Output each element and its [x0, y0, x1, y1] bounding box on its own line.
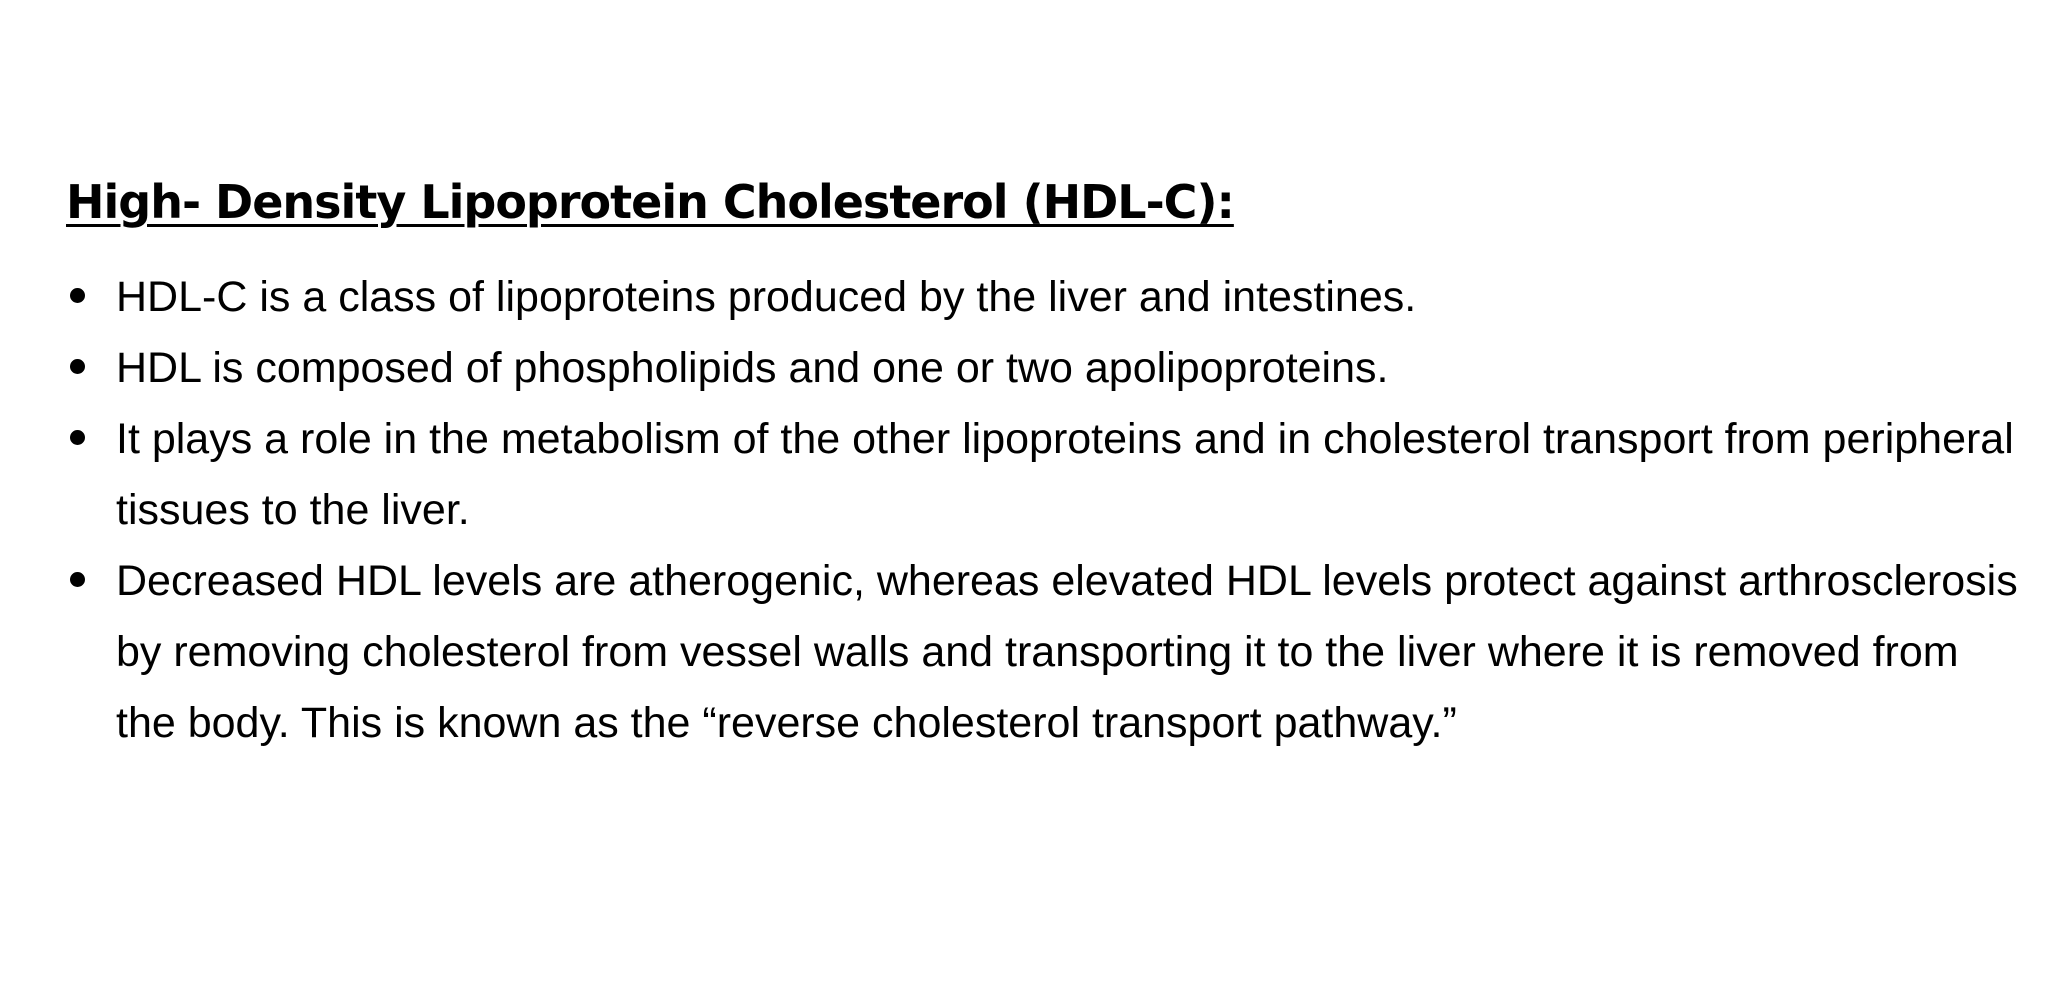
list-item — [66, 404, 2026, 546]
bullet-list — [66, 262, 2026, 759]
list-item — [66, 262, 2026, 333]
list-item — [66, 546, 2026, 759]
bullet-text: HDL-C is a class of lipoproteins produced by the liver and intestines. — [116, 273, 1417, 321]
section-heading: High- Density Lipoprotein Cholesterol (HDL-C): — [66, 175, 1234, 229]
bullet-dot-icon — [70, 430, 85, 445]
bullet-text: It plays a role in the metabolism of the other lipoproteins and in cholesterol transport from peripheral tissues to the liver. — [116, 415, 2014, 534]
bullet-dot-icon — [70, 572, 85, 587]
bullet-dot-icon — [70, 359, 85, 374]
list-item — [66, 333, 2026, 404]
bullet-text: HDL is composed of phospholipids and one or two apolipoproteins. — [116, 344, 1389, 392]
bullet-dot-icon — [70, 288, 85, 303]
bullet-text: Decreased HDL levels are atherogenic, whereas elevated HDL levels protect against arthrosclerosis by removing cholesterol from vessel walls and transporting it to the liver where it is removed from the body. This is known as the “reverse cholesterol transport pathway.” — [116, 557, 2018, 747]
